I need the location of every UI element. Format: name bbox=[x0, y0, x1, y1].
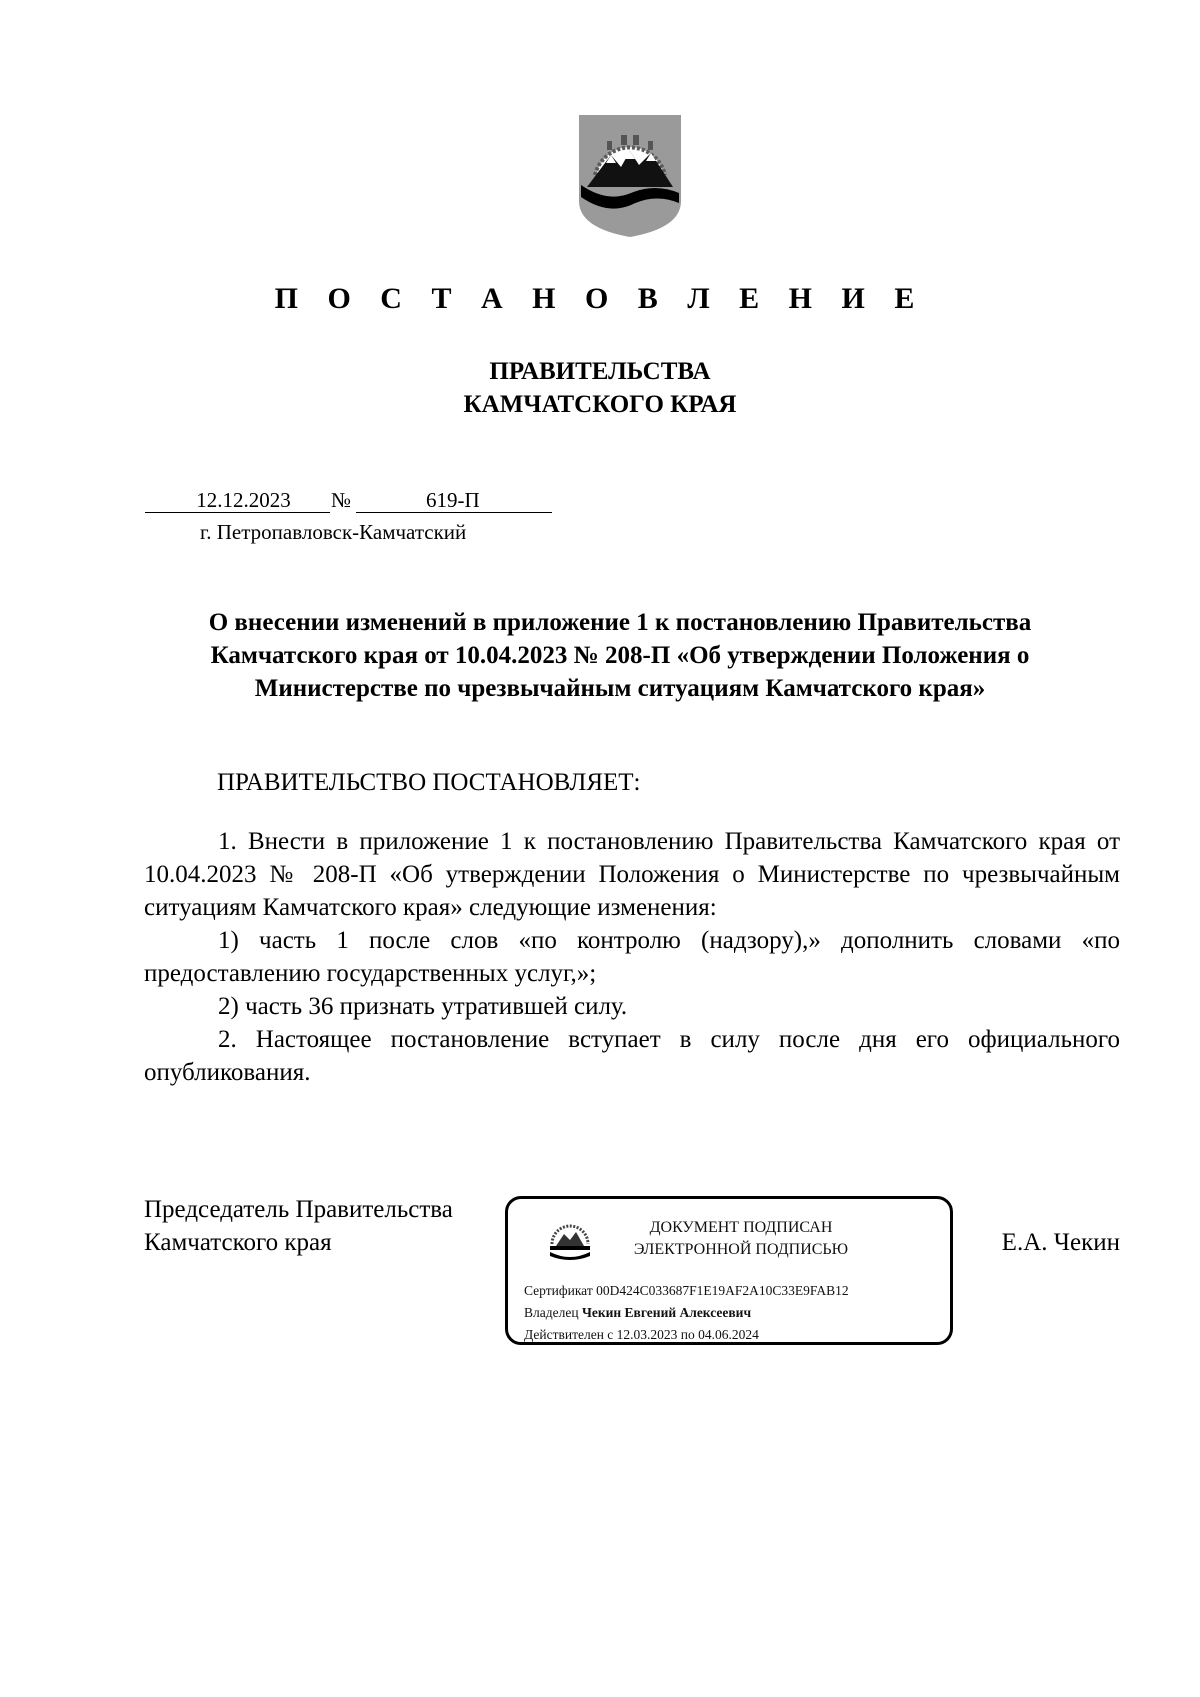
signer-position-line-2: Камчатского края bbox=[144, 1229, 332, 1256]
stamp-owner-value: Чекин Евгений Алексеевич bbox=[581, 1305, 752, 1320]
document-number: 619-П bbox=[356, 488, 552, 513]
document-date: 12.12.2023 bbox=[145, 488, 330, 513]
body-paragraph-4: 2. Настоящее постановление вступает в силу после дня его официального опубликования. bbox=[144, 1026, 1120, 1086]
subject-line-1: О внесении изменений в приложение 1 к постановлению Правительства bbox=[208, 609, 1032, 636]
document-type-title: П О С Т А Н О В Л Е Н И Е bbox=[274, 282, 926, 315]
document-city: г. Петропавловск-Камчатский bbox=[200, 520, 467, 544]
stamp-owner-row bbox=[524, 1302, 849, 1324]
issuer-line-2: КАМЧАТСКОГО КРАЯ bbox=[463, 391, 737, 418]
stamp-valid-to-label: по bbox=[680, 1327, 695, 1342]
body-paragraph-1: 1. Внести в приложение 1 к постановлению Правительства Камчатского края от 10.04.2023 № 208-П «Об утверждении Положения о Министерстве по чрезвычайным ситуациям Камчатского края» следующие изменения: bbox=[144, 828, 1120, 921]
document-subject bbox=[140, 606, 1100, 705]
stamp-details bbox=[524, 1280, 849, 1346]
signer-position-line-1: Председатель Правительства bbox=[144, 1196, 453, 1223]
stamp-certificate-row bbox=[524, 1280, 849, 1302]
signer-name: Е.А. Чекин bbox=[1001, 1229, 1120, 1256]
issuer-name bbox=[0, 355, 1200, 421]
stamp-title bbox=[618, 1217, 864, 1261]
signer-position bbox=[144, 1193, 453, 1259]
stamp-valid-to: 04.06.2024 bbox=[698, 1327, 759, 1342]
stamp-certificate-value: 00D424C033687F1E19AF2A10C33E9FAB12 bbox=[596, 1283, 849, 1298]
issuer-line-1: ПРАВИТЕЛЬСТВА bbox=[489, 358, 711, 385]
stamp-valid-label: Действителен с bbox=[524, 1327, 614, 1342]
subject-line-2: Камчатского края от 10.04.2023 № 208-П «Об утверждении Положения о bbox=[210, 642, 1030, 669]
decree-phrase: ПРАВИТЕЛЬСТВО ПОСТАНОВЛЯЕТ: bbox=[217, 769, 641, 796]
body-paragraph-2: 1) часть 1 после слов «по контролю (надзору),» дополнить словами «по предоставлению государственных услуг,»; bbox=[144, 927, 1120, 987]
electronic-signature-stamp bbox=[505, 1196, 953, 1345]
stamp-valid-from: 12.03.2023 bbox=[616, 1327, 678, 1342]
document-body bbox=[144, 825, 1120, 1089]
stamp-certificate-label: Сертификат bbox=[524, 1283, 593, 1298]
body-paragraph-3: 2) часть 36 признать утратившей силу. bbox=[218, 993, 628, 1020]
stamp-owner-label: Владелец bbox=[524, 1305, 579, 1320]
stamp-title-line-1: ДОКУМЕНТ ПОДПИСАН bbox=[649, 1219, 833, 1236]
stamp-emblem-icon bbox=[548, 1214, 592, 1264]
number-sign: № bbox=[331, 488, 352, 512]
stamp-validity-row bbox=[524, 1324, 849, 1346]
stamp-title-line-2: ЭЛЕКТРОННОЙ ПОДПИСЬЮ bbox=[633, 1241, 849, 1258]
subject-line-3: Министерстве по чрезвычайным ситуациям Камчатского края» bbox=[254, 675, 986, 702]
kamchatka-emblem bbox=[577, 113, 683, 239]
